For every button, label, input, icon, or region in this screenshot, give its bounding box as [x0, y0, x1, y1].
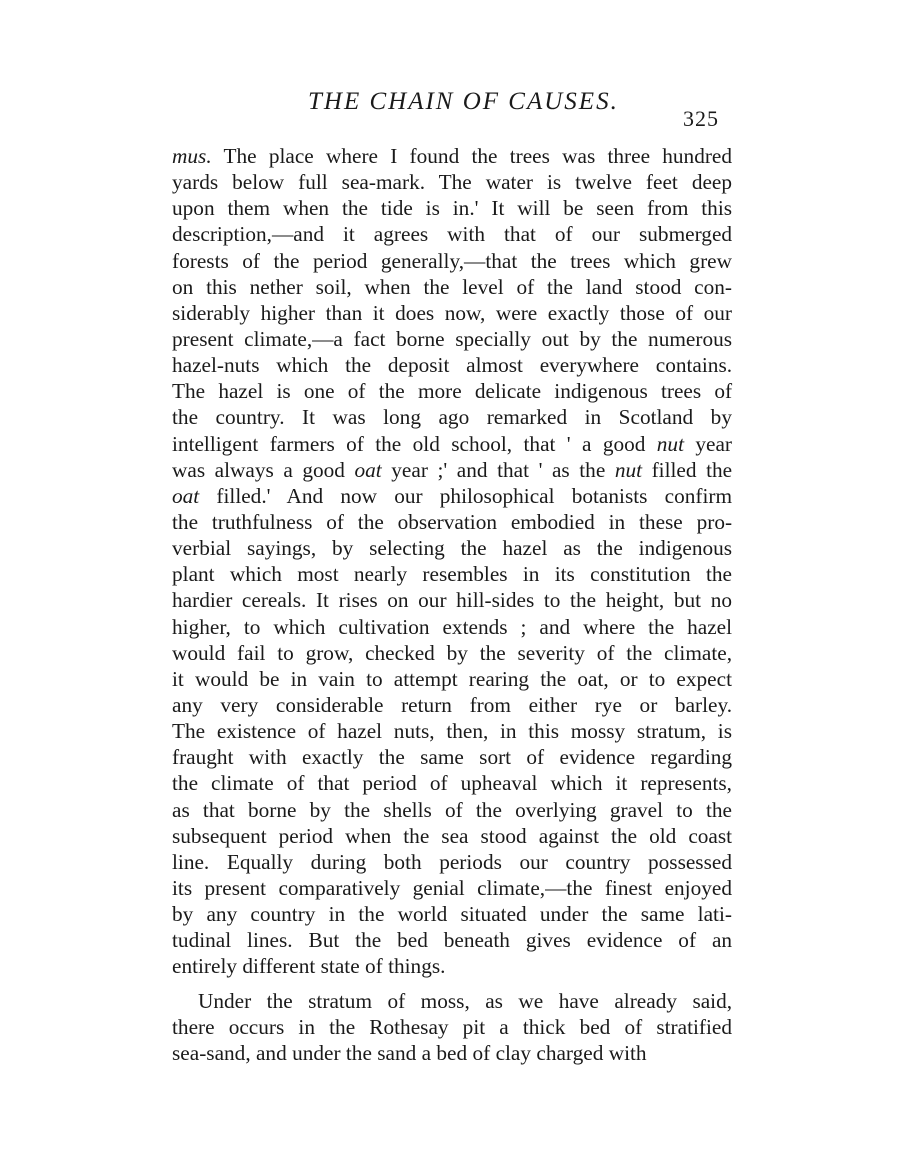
text-line: forests of the period generally,—that the trees which grew	[172, 248, 732, 273]
text-line: hazel-nuts which the deposit almost everywhere contains.	[172, 353, 733, 378]
text-line: upon them when the tide is in.' It will be seen from this	[172, 196, 733, 221]
text-line: on this nether soil, when the level of the land stood con-	[172, 274, 733, 299]
text-line: its present comparatively genial climate,—the finest enjoyed	[172, 875, 732, 900]
body-text	[172, 143, 732, 1066]
text-line: tudinal lines. But the bed beneath gives evidence of an	[172, 928, 733, 953]
page-number: 325	[683, 106, 719, 131]
text-line: there occurs in the Rothesay pit a thick bed of stratified	[172, 1014, 733, 1039]
text-line: the truthfulness of the observation embodied in these pro-	[172, 509, 733, 534]
text-line: would fail to grow, checked by the severity of the climate,	[172, 640, 733, 665]
text-line: plant which most nearly resembles in its constitution the	[172, 562, 733, 587]
text-line: was always a good oat year ;' and that ' as the nut filled the	[172, 457, 733, 482]
text-line: the country. It was long ago remarked in Scotland by	[172, 405, 732, 430]
text-line: The hazel is one of the more delicate indigenous trees of	[172, 379, 733, 404]
paragraph	[172, 143, 732, 980]
text-line: intelligent farmers of the old school, that ' a good nut year	[172, 431, 732, 456]
text-line: description,—and it agrees with that of our submerged	[172, 222, 733, 247]
text-line: entirely different state of things.	[172, 954, 446, 979]
text-line: oat filled.' And now our philosophical botanists confirm	[172, 483, 733, 508]
running-head	[0, 88, 900, 131]
text-line: line. Equally during both periods our country possessed	[172, 849, 732, 874]
text-line: present climate,—a fact borne specially out by the numerous	[172, 326, 733, 351]
text-line: mus. The place where I found the trees was three hundred	[172, 144, 733, 168]
text-line: siderably higher than it does now, were exactly those of our	[172, 300, 732, 325]
text-line: verbial sayings, by selecting the hazel as the indigenous	[172, 536, 733, 561]
paragraph	[172, 988, 732, 1066]
text-line: the climate of that period of upheaval which it represents,	[172, 771, 732, 796]
text-line: fraught with exactly the same sort of evidence regarding	[172, 745, 733, 770]
text-line: The existence of hazel nuts, then, in this mossy stratum, is	[172, 719, 732, 744]
text-line: it would be in vain to attempt rearing the oat, or to expect	[172, 666, 732, 691]
text-line: by any country in the world situated under the same lati-	[172, 902, 732, 927]
text-line: higher, to which cultivation extends ; and where the hazel	[172, 614, 733, 639]
text-line: subsequent period when the sea stood against the old coast	[172, 823, 733, 848]
text-line: as that borne by the shells of the overlying gravel to the	[172, 797, 732, 822]
text-line: hardier cereals. It rises on our hill-sides to the height, but no	[172, 588, 732, 613]
running-title: THE CHAIN OF CAUSES.	[308, 88, 619, 115]
text-line: Under the stratum of moss, as we have already said,	[198, 988, 733, 1013]
text-line: sea-sand, and under the sand a bed of clay charged with	[172, 1040, 647, 1065]
text-line: yards below full sea-mark. The water is twelve feet deep	[172, 170, 733, 195]
text-line: any very considerable return from either rye or barley.	[172, 692, 733, 717]
